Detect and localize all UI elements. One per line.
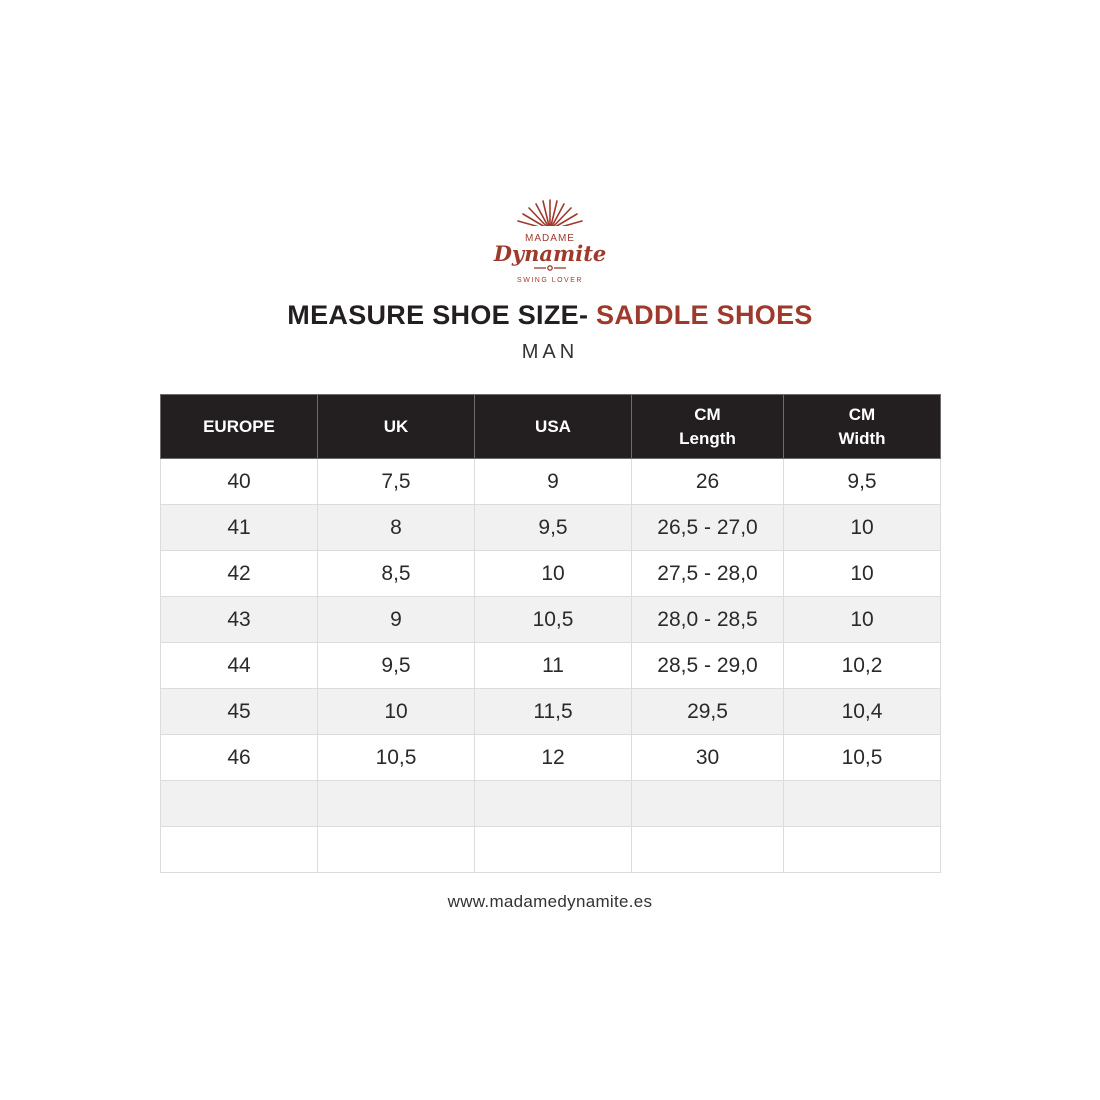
cell-uk: 7,5 xyxy=(318,459,475,505)
table-row xyxy=(161,689,941,735)
cell-cm-length: 26,5 - 27,0 xyxy=(632,505,784,551)
cell-uk: 9 xyxy=(318,597,475,643)
cell-cm-width: 10,4 xyxy=(784,689,941,735)
cell-europe: 40 xyxy=(161,459,318,505)
table-row xyxy=(161,643,941,689)
cell-uk: 10,5 xyxy=(318,735,475,781)
table-row xyxy=(161,735,941,781)
cell-uk: 9,5 xyxy=(318,643,475,689)
brand-logo xyxy=(490,196,610,288)
size-table xyxy=(160,394,941,873)
header-cm-width: CM Width xyxy=(784,395,941,459)
header-europe: EUROPE xyxy=(161,395,318,459)
size-table-body xyxy=(161,459,941,873)
website-link[interactable]: www.madamedynamite.es xyxy=(447,892,653,911)
cell-usa: 10,5 xyxy=(475,597,632,643)
table-row xyxy=(161,505,941,551)
cell-uk: 8 xyxy=(318,505,475,551)
cell-uk: 8,5 xyxy=(318,551,475,597)
page-title xyxy=(0,300,1100,331)
cell-cm-width: 10 xyxy=(784,597,941,643)
header-row xyxy=(161,395,941,459)
table-row xyxy=(161,551,941,597)
table-row xyxy=(161,459,941,505)
cell-europe xyxy=(161,827,318,873)
title-prefix: MEASURE SHOE SIZE- xyxy=(287,300,597,330)
cell-cm-length: 28,0 - 28,5 xyxy=(632,597,784,643)
table-row-empty xyxy=(161,781,941,827)
svg-text:SWING LOVER: SWING LOVER xyxy=(517,277,583,284)
title-product: SADDLE SHOES xyxy=(596,300,813,330)
cell-cm-width xyxy=(784,781,941,827)
cell-usa: 11,5 xyxy=(475,689,632,735)
cell-europe: 45 xyxy=(161,689,318,735)
cell-usa: 12 xyxy=(475,735,632,781)
header-usa: USA xyxy=(475,395,632,459)
cell-cm-length xyxy=(632,827,784,873)
cell-europe: 44 xyxy=(161,643,318,689)
cell-usa: 11 xyxy=(475,643,632,689)
cell-usa: 9,5 xyxy=(475,505,632,551)
cell-cm-width: 10,5 xyxy=(784,735,941,781)
cell-europe xyxy=(161,781,318,827)
cell-cm-width: 10 xyxy=(784,551,941,597)
table-row-empty xyxy=(161,827,941,873)
cell-cm-length: 27,5 - 28,0 xyxy=(632,551,784,597)
cell-europe: 46 xyxy=(161,735,318,781)
cell-cm-length: 30 xyxy=(632,735,784,781)
cell-europe: 42 xyxy=(161,551,318,597)
cell-uk xyxy=(318,827,475,873)
cell-usa xyxy=(475,781,632,827)
table-row xyxy=(161,597,941,643)
cell-cm-width: 10,2 xyxy=(784,643,941,689)
cell-usa xyxy=(475,827,632,873)
cell-cm-width: 10 xyxy=(784,505,941,551)
cell-cm-length: 26 xyxy=(632,459,784,505)
cell-uk xyxy=(318,781,475,827)
svg-text:MADAME: MADAME xyxy=(525,233,575,244)
cell-usa: 10 xyxy=(475,551,632,597)
cell-europe: 41 xyxy=(161,505,318,551)
cell-usa: 9 xyxy=(475,459,632,505)
size-table-header xyxy=(161,395,941,459)
cell-cm-length xyxy=(632,781,784,827)
madame-dynamite-logo-icon xyxy=(490,196,610,288)
page-subtitle: MAN xyxy=(521,341,579,363)
cell-europe: 43 xyxy=(161,597,318,643)
cell-cm-width xyxy=(784,827,941,873)
cell-cm-width: 9,5 xyxy=(784,459,941,505)
cell-cm-length: 28,5 - 29,0 xyxy=(632,643,784,689)
cell-cm-length: 29,5 xyxy=(632,689,784,735)
header-uk: UK xyxy=(318,395,475,459)
header-cm-length: CM Length xyxy=(632,395,784,459)
cell-uk: 10 xyxy=(318,689,475,735)
svg-text:Dynamite: Dynamite xyxy=(493,241,607,266)
